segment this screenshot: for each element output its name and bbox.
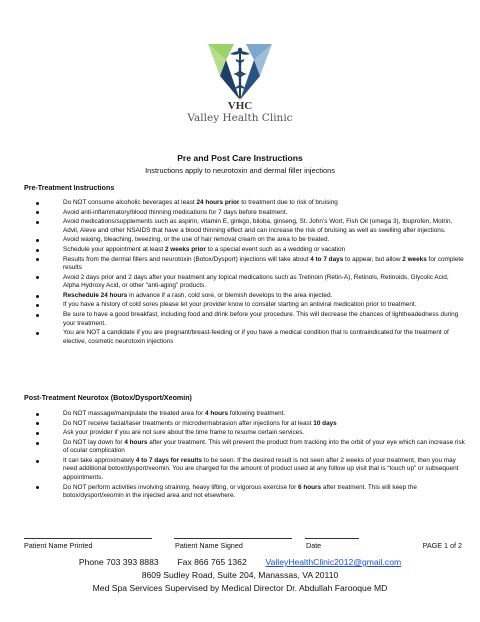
list-item (36, 246, 466, 255)
signature-line-date (305, 538, 359, 539)
item-text: Avoid waxing, bleaching, tweezing, or the use of hair removal cream on the area to be treated. (63, 236, 330, 244)
item-text: You are NOT a candidate if you are pregnant/breast-feeding or if you have a medical condition that is contraindicated for the treatment of elective, cosmetic neurotoxin injections (63, 329, 449, 345)
list-item (36, 484, 466, 501)
footer-contact (0, 557, 480, 567)
logo-clinic-name: Valley Health Clinic (187, 112, 293, 124)
item-text: after your treatment. This will prevent the product from tracking into the orbit of your eye which can increase risk of ocular complication (63, 438, 465, 455)
item-text: If you have a history of cold sores please let your provider know to consider starting an antiviral medication prior to treatment. (63, 301, 417, 309)
post-treatment-list (36, 410, 466, 502)
list-item (36, 256, 466, 273)
list-item (36, 329, 466, 346)
list-item (36, 301, 466, 310)
patient-name-printed-label: Patient Name Printed (24, 541, 93, 550)
pre-treatment-list (36, 199, 466, 347)
footer-address: 8609 Sudley Road, Suite 204, Manassas, VA 20110 (141, 570, 339, 580)
list-item (36, 420, 466, 429)
post-treatment-heading: Post-Treatment Neurotox (Botox/Dysport/Xeomin) (24, 394, 192, 402)
emphasis-text: Reschedule 24 hours (63, 291, 128, 299)
list-item (36, 429, 466, 438)
footer-supervision: Med Spa Services Supervised by Medical Director Dr. Abdullah Farooque MD (92, 583, 388, 593)
list-item (36, 410, 466, 419)
item-text: Do NOT perform activities involving straining, heavy lifting, or vigorous exercise for (63, 483, 299, 491)
item-text: to treatment due to risk of bruising (239, 199, 338, 206)
item-text: following treatment. (228, 410, 286, 417)
list-item (36, 292, 466, 301)
list-item (36, 311, 466, 328)
item-text: Do NOT receive facial/laser treatments or microdermabrasion after injections for at least (63, 419, 314, 427)
footer-phone: Phone 703 393 8883 (78, 557, 159, 567)
item-text: Schedule your appointment at least (63, 245, 165, 253)
item-text: Do NOT massage/manipulate the treated area for (63, 410, 205, 417)
list-item (36, 274, 466, 291)
item-text: to be seen. If the desired result is not seen after 2 weeks of your treatment, then you may need additional botox/dysport/xeomin. You are charged for the amount of product used at any follow up visit that is “touch up” or subsequent appointments. (63, 456, 459, 482)
list-item (36, 457, 466, 483)
item-text: Do NOT lay down for (63, 438, 125, 446)
item-text: It can take approximately (63, 456, 136, 464)
emphasis-text: 4 to 7 days for results (135, 456, 202, 464)
item-text: in advance if a rash, cold sore, or blemish develops to the area injected. (127, 291, 333, 299)
list-item (36, 236, 466, 245)
emphasis-text: 2 weeks (402, 255, 427, 263)
item-text: to a special event such as a wedding or vacation (205, 245, 346, 253)
page-title: Pre and Post Care Instructions (177, 153, 303, 163)
emphasis-text: 4 hours (124, 438, 148, 446)
item-text: Avoid anti-inflammatory/blood thinning medications for 7 days before treatment. (63, 208, 288, 216)
item-text: for complete results (63, 255, 464, 272)
item-text: Ask your provider if you are not sure about the time frame to resume certain services. (63, 429, 305, 437)
emphasis-text: 6 hours (298, 483, 322, 491)
emphasis-text: 2 weeks prior (164, 245, 206, 253)
footer-fax: Fax 866 765 1362 (177, 557, 247, 567)
signature-line-signed (174, 538, 292, 539)
item-text: Do NOT consume alcoholic beverages at least (63, 199, 197, 206)
list-item (36, 439, 466, 456)
list-item (36, 209, 466, 218)
emphasis-text: 4 hours (204, 410, 229, 417)
emphasis-text: 10 days (313, 419, 337, 427)
pre-treatment-heading: Pre-Treatment Instructions (24, 184, 115, 192)
item-text: Avoid medications/supplements such as aspirin, vitamin E, ginkgo, biloba, ginseng, St. John’s Wort, Fish Oil (omega 3), Ibuprofen, Motrin, Advil, Aleve and other NSAIDS that have a blood thinning effect and can increase the risk of bruising as well as swelling after injections. (63, 218, 453, 234)
page-subtitle: Instructions apply to neurotoxin and dermal filler injections (145, 166, 335, 175)
footer-email-link[interactable]: ValleyHealthClinic2012@gmail.com (265, 557, 402, 567)
list-item (36, 199, 466, 208)
list-item (36, 218, 466, 235)
caduceus-logo-icon (200, 42, 280, 102)
logo-abbreviation: VHC (227, 100, 253, 112)
item-text: after treatment. This will keep the botox/dysport/xeomin in the injected area and not elsewhere. (63, 483, 417, 500)
signature-line-printed (24, 538, 152, 539)
emphasis-text: 24 hours prior (196, 199, 240, 206)
item-text: Results from the dermal fillers and neurotoxin (Botox/Dysport) injections will take about (63, 255, 311, 263)
item-text: Avoid 2 days prior and 2 days after your treatment any topical medications such as Tretinoin (Retin-A), Retinols, Retinoids, Glycolic Acid, Alpha Hydroxy Acid, or other “anti-aging” products. (63, 273, 449, 290)
date-label: Date (306, 541, 322, 550)
page-number: PAGE 1 of 2 (422, 541, 462, 550)
patient-name-signed-label: Patient Name Signed (175, 541, 243, 550)
emphasis-text: 4 to 7 days (310, 255, 344, 263)
item-text: Be sure to have a good breakfast, including food and drink before your procedure. This will decrease the chances of lightheadedness during your treatment. (63, 310, 459, 327)
item-text: to appear, but allow (343, 255, 403, 263)
